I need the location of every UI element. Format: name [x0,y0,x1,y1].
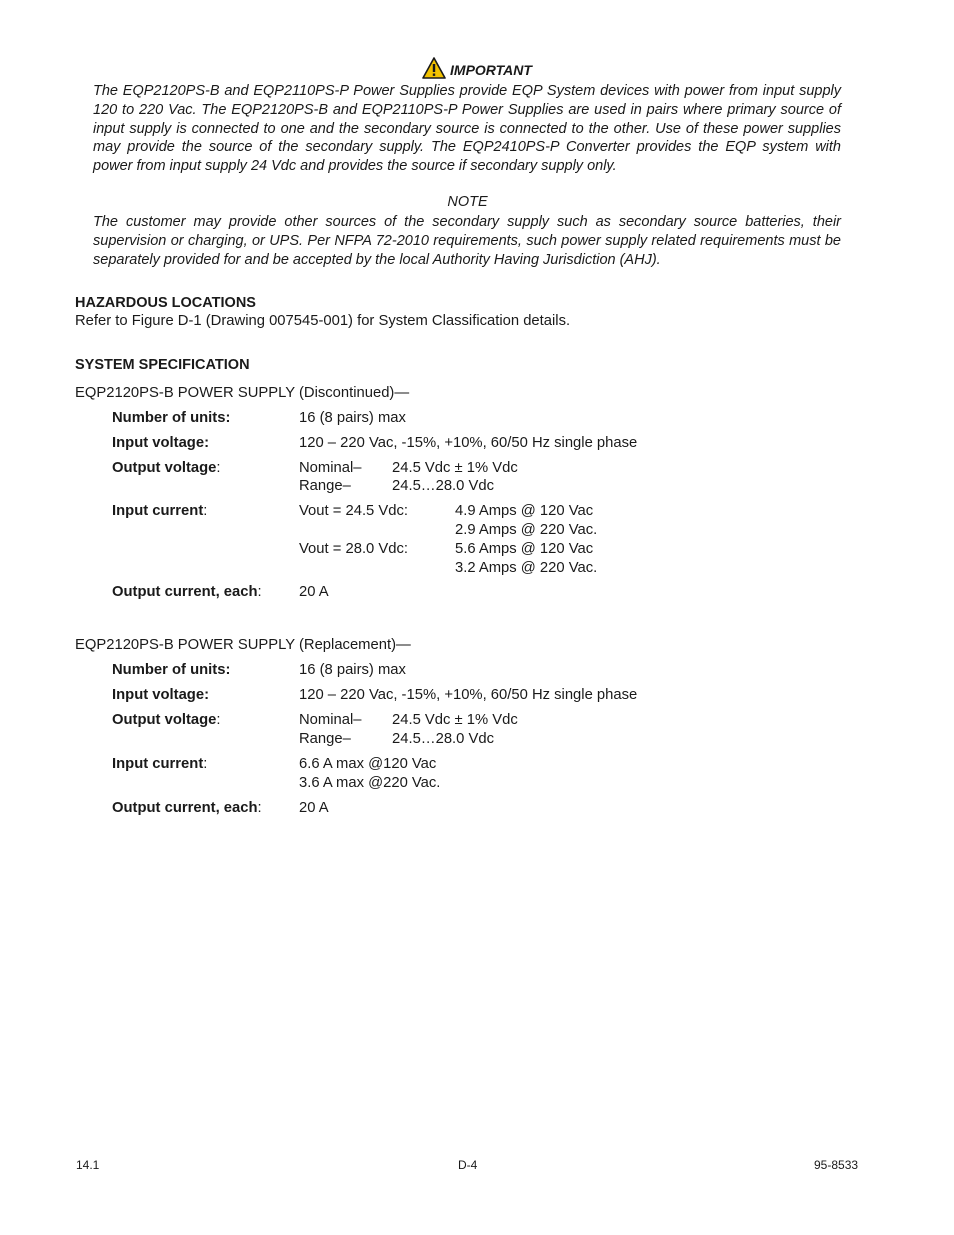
repl-output-voltage-label: Output voltage: [112,712,221,728]
disc-vout1-b: 2.9 Amps @ 220 Vac. [455,522,598,538]
disc-units-label: Number of units: [112,410,231,426]
disc-units-value: 16 (8 pairs) max [299,410,406,426]
disc-range-value: 24.5…28.0 Vdc [392,478,495,494]
disc-output-current-label: Output current, each: [112,584,262,600]
disc-range-label: Range– [299,478,351,494]
disc-input-voltage-label: Input voltage: [112,435,209,451]
note-text: The customer may provide other sources of the secondary supply such as secondary source batteries, their supervision or charging, or UPS. Per NFPA 72-2010 requirements, such power supply related requirements must be separately provided for and be accepted by the local Authority Having Jurisdiction (AHJ). [93,214,841,268]
important-heading [0,57,954,79]
repl-nominal-value: 24.5 Vdc ± 1% Vdc [392,712,518,728]
repl-output-current-label: Output current, each: [112,800,262,816]
disc-vout2-b: 3.2 Amps @ 220 Vac. [455,560,598,576]
repl-input-current-label: Input current: [112,756,208,772]
repl-input-voltage-value: 120 – 220 Vac, -15%, +10%, 60/50 Hz single phase [299,687,638,703]
discontinued-title: EQP2120PS-B POWER SUPPLY (Discontinued)— [75,385,410,401]
warning-icon [422,57,446,79]
hazardous-text: Refer to Figure D-1 (Drawing 007545-001) for System Classification details. [75,313,571,329]
hazardous-heading: HAZARDOUS LOCATIONS [75,295,256,311]
disc-vout1-a: 4.9 Amps @ 120 Vac [455,503,594,519]
footer-document-number: 95-8533 [814,1158,859,1172]
system-spec-heading: SYSTEM SPECIFICATION [75,357,250,373]
repl-input-voltage-label: Input voltage: [112,687,209,703]
disc-input-voltage-value: 120 – 220 Vac, -15%, +10%, 60/50 Hz single phase [299,435,638,451]
repl-current-a: 6.6 A max @120 Vac [299,756,437,772]
important-label: IMPORTANT [450,62,532,78]
disc-input-current-label: Input current: [112,503,208,519]
disc-vout2-label: Vout = 28.0 Vdc: [299,541,409,557]
disc-vout1-label: Vout = 24.5 Vdc: [299,503,409,519]
repl-current-b: 3.6 A max @220 Vac. [299,775,441,791]
repl-nominal-label: Nominal– [299,712,362,728]
footer-revision: 14.1 [76,1158,100,1172]
disc-vout2-a: 5.6 Amps @ 120 Vac [455,541,594,557]
footer-page-number: D-4 [458,1158,478,1172]
note-heading: NOTE [447,194,488,210]
disc-output-current-value: 20 A [299,584,329,600]
repl-range-label: Range– [299,731,351,747]
repl-output-current-value: 20 A [299,800,329,816]
repl-units-value: 16 (8 pairs) max [299,662,406,678]
disc-nominal-label: Nominal– [299,460,362,476]
disc-output-voltage-label: Output voltage: [112,460,221,476]
repl-units-label: Number of units: [112,662,231,678]
repl-range-value: 24.5…28.0 Vdc [392,731,495,747]
important-text: The EQP2120PS-B and EQP2110PS-P Power Supplies provide EQP System devices with power from input supply 120 to 220 Vac. The EQP2120PS-B and EQP2110PS-P Power Supplies are used in pairs where primary source of input supply is connected to one and the secondary source is connected to the other. Use of these power supplies may provide the source of the secondary supply. The EQP2410PS-P Converter provides the EQP system with power from input supply 24 Vdc and provides the source if secondary supply only. [93,83,841,175]
disc-nominal-value: 24.5 Vdc ± 1% Vdc [392,460,518,476]
replacement-title: EQP2120PS-B POWER SUPPLY (Replacement)— [75,637,411,653]
